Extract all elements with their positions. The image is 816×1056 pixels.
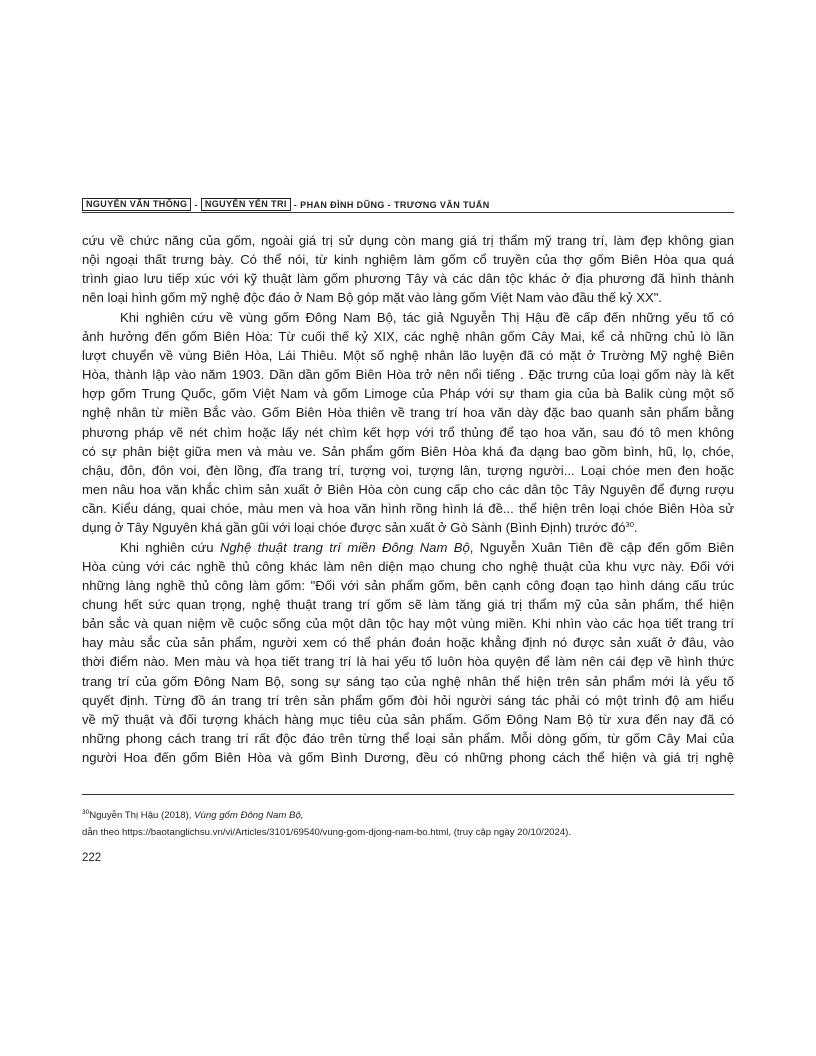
text-line: chậu, đôn, đôn voi, đèn lồng, đĩa trang trí, tượng voi, tượng lân, tượng người... Loại chóe men đen hoặc (82, 462, 734, 478)
header-author-1: NGUYỄN VĂN THÔNG (82, 198, 191, 211)
text-line: quyết định. Từng đồ án trang trí trên sản phẩm gốm đòi hỏi người sáng tác phải có một trình độ am hiểu (82, 692, 734, 708)
footnote-rule (82, 794, 734, 795)
text-line: nên loại hình gốm mỹ nghệ độc đáo ở Nam Bộ góp mặt vào làng gốm Việt Nam vào đầu thế kỷ XX". (82, 290, 662, 306)
header-authors-rest: PHAN ĐÌNH DŨNG - TRƯƠNG VĂN TUẤN (300, 199, 490, 210)
page-number: 222 (82, 852, 102, 864)
text-line: hay màu sắc của sản phẩm, người xem có thể phán đoán hoặc khẳng định nó được sản xuất ở đâu, vào (82, 635, 734, 651)
text-segment: , Nguyễn Xuân Tiên đề cập đến gốm Biên (469, 539, 734, 555)
text-line: trình giao lưu tiếp xúc với kỹ thuật làm gốm phương Tây và các dân tộc khác ở địa phương đã hình thành (82, 271, 734, 287)
text-line: nghệ nhân từ miền Bắc vào. Gốm Biên Hòa thiên về trang trí hoa văn dày đặc bao quanh sản phẩm bằng (82, 405, 734, 421)
paragraph-3 (82, 538, 734, 768)
text-line: người Hoa đến gốm Biên Hòa và gốm Bình Dương, đều có những phong cách thể hiện và giá trị nghệ (82, 750, 734, 766)
footnote-reference: 30 (625, 520, 634, 530)
text-line: chung hết sức quan trọng, nghệ thuật trang trí gốm sẽ làm tăng giá trị thẩm mỹ của sản phẩm, thể hiện (82, 596, 734, 612)
text-line: trang trí của gốm Đông Nam Bộ, song sự sáng tạo của nghệ nhân thể hiện trên sản phẩm mới là yếu tố (82, 673, 734, 689)
text-line: cứu về chức năng của gốm, ngoài giá trị sử dụng còn mang giá trị thẩm mỹ trang trí, làm đẹp không gian (82, 233, 734, 248)
text-line: nội ngoại thất trưng bày. Có thể nói, từ kinh nghiệm làm gốm cổ truyền của thợ gốm Biên Hòa qua quá (82, 252, 734, 268)
text-segment: . (633, 520, 638, 536)
text-line: về mỹ thuật và đối tượng khách hàng mục tiêu của sản phẩm. Gốm Đông Nam Bộ từ xưa đến nay đã có (82, 711, 734, 727)
footnote-number: 30 (82, 809, 90, 816)
footnote (82, 807, 734, 841)
text-line: có sự phân biệt giữa men và màu ve. Sản phẩm gốm Biên Hòa khá đa dạng bao gồm bình, hũ, lọ, chóe, (82, 443, 734, 459)
text-segment: dụng ở Tây Nguyên khá gần gũi với loại chóe được sản xuất ở Gò Sành (Bình Định) trước đó (82, 520, 626, 536)
text-line (82, 518, 734, 537)
text-line: những làng nghề thủ công làm gốm: "Đối với sản phẩm gốm, bên cạnh công đoạn tạo hình dáng cấu trúc (82, 577, 734, 593)
text-line: men nâu hoa văn khắc chìm sản xuất ở Biên Hòa còn cung cấp cho các dân tộc Tây Nguyên để đựng rượu (82, 482, 734, 498)
footnote-title: Vùng gốm Đông Nam Bộ, (194, 810, 304, 821)
paragraph-2 (82, 308, 734, 538)
paragraph-1 (82, 231, 734, 308)
header-separator: - (194, 199, 198, 210)
footnote-citation (82, 807, 734, 824)
text-line: phương pháp vẽ nét chìm hoặc lấy nét chìm kết hợp với trổ thủng để tạo hoa văn, sau đó tô men không (82, 424, 734, 440)
body-text (82, 231, 734, 767)
footnote-source: dẫn theo https://baotanglichsu.vn/vi/Articles/3101/69540/vung-gom-djong-nam-bo.html, (truy cập ngày 20/10/2024). (82, 827, 572, 838)
text-line: cần. Kiểu dáng, quai chóe, màu men và hoa văn hình rồng hình lá đề... thể hiện trên loại chóe Biên Hòa sử (82, 501, 734, 517)
book-title: Nghệ thuật trang trí miền Đông Nam Bộ (219, 539, 470, 555)
text-line: Khi nghiên cứu về vùng gốm Đông Nam Bộ, tác giả Nguyễn Thị Hậu đề cấp đến những yếu tố có (120, 309, 734, 325)
text-line: hợp gốm Trung Quốc, gốm Việt Nam và gốm Limoge của Pháp với sự tham gia của bà Balik cùng một số (82, 386, 734, 402)
header-separator: - (293, 199, 298, 210)
text-line: lượt chuyển về vùng Biên Hòa, Lái Thiêu. Một số nghệ nhân lão luyện đã có mặt ở Trường Mỹ nghệ Biên (82, 347, 734, 363)
text-line: Hòa cùng với các nghề thủ công khác làm nên diện mạo chung cho nghệ thuật của khu vực này. Đối với (82, 558, 734, 574)
text-line: thời điểm nào. Men màu và họa tiết trang trí là hai yếu tố luôn hòa quyện để làm nên cái đẹp về hình thức (82, 654, 734, 670)
text-line: những phong cách trang trí rất độc đáo trên từng thể loại sản phẩm. Mỗi dòng gốm, từ gốm Cây Mai của (82, 731, 734, 747)
text-line: bản sắc và quan niệm về cuộc sống của một dân tộc hay một vùng miền. Khi nhìn vào các họa tiết trang trí (82, 616, 734, 632)
header-rule (82, 212, 734, 213)
text-line: ảnh hưởng đến gốm Biên Hòa: Từ cuối thế kỷ XIX, các nghệ nhân gốm Cây Mai, kể cả những chủ lò lần (82, 328, 734, 344)
text-line: Hòa, thành lập vào năm 1903. Dần dần gốm Biên Hòa trở nên nổi tiếng . Đặc trưng của loại gốm này là kết (82, 367, 734, 383)
text-line (82, 538, 734, 557)
footnote-author: Nguyễn Thị Hậu (2018), (89, 810, 195, 821)
running-header (82, 198, 490, 211)
text-segment: Khi nghiên cứu (120, 539, 220, 555)
header-author-2: NGUYỄN YẾN TRI (201, 198, 291, 211)
